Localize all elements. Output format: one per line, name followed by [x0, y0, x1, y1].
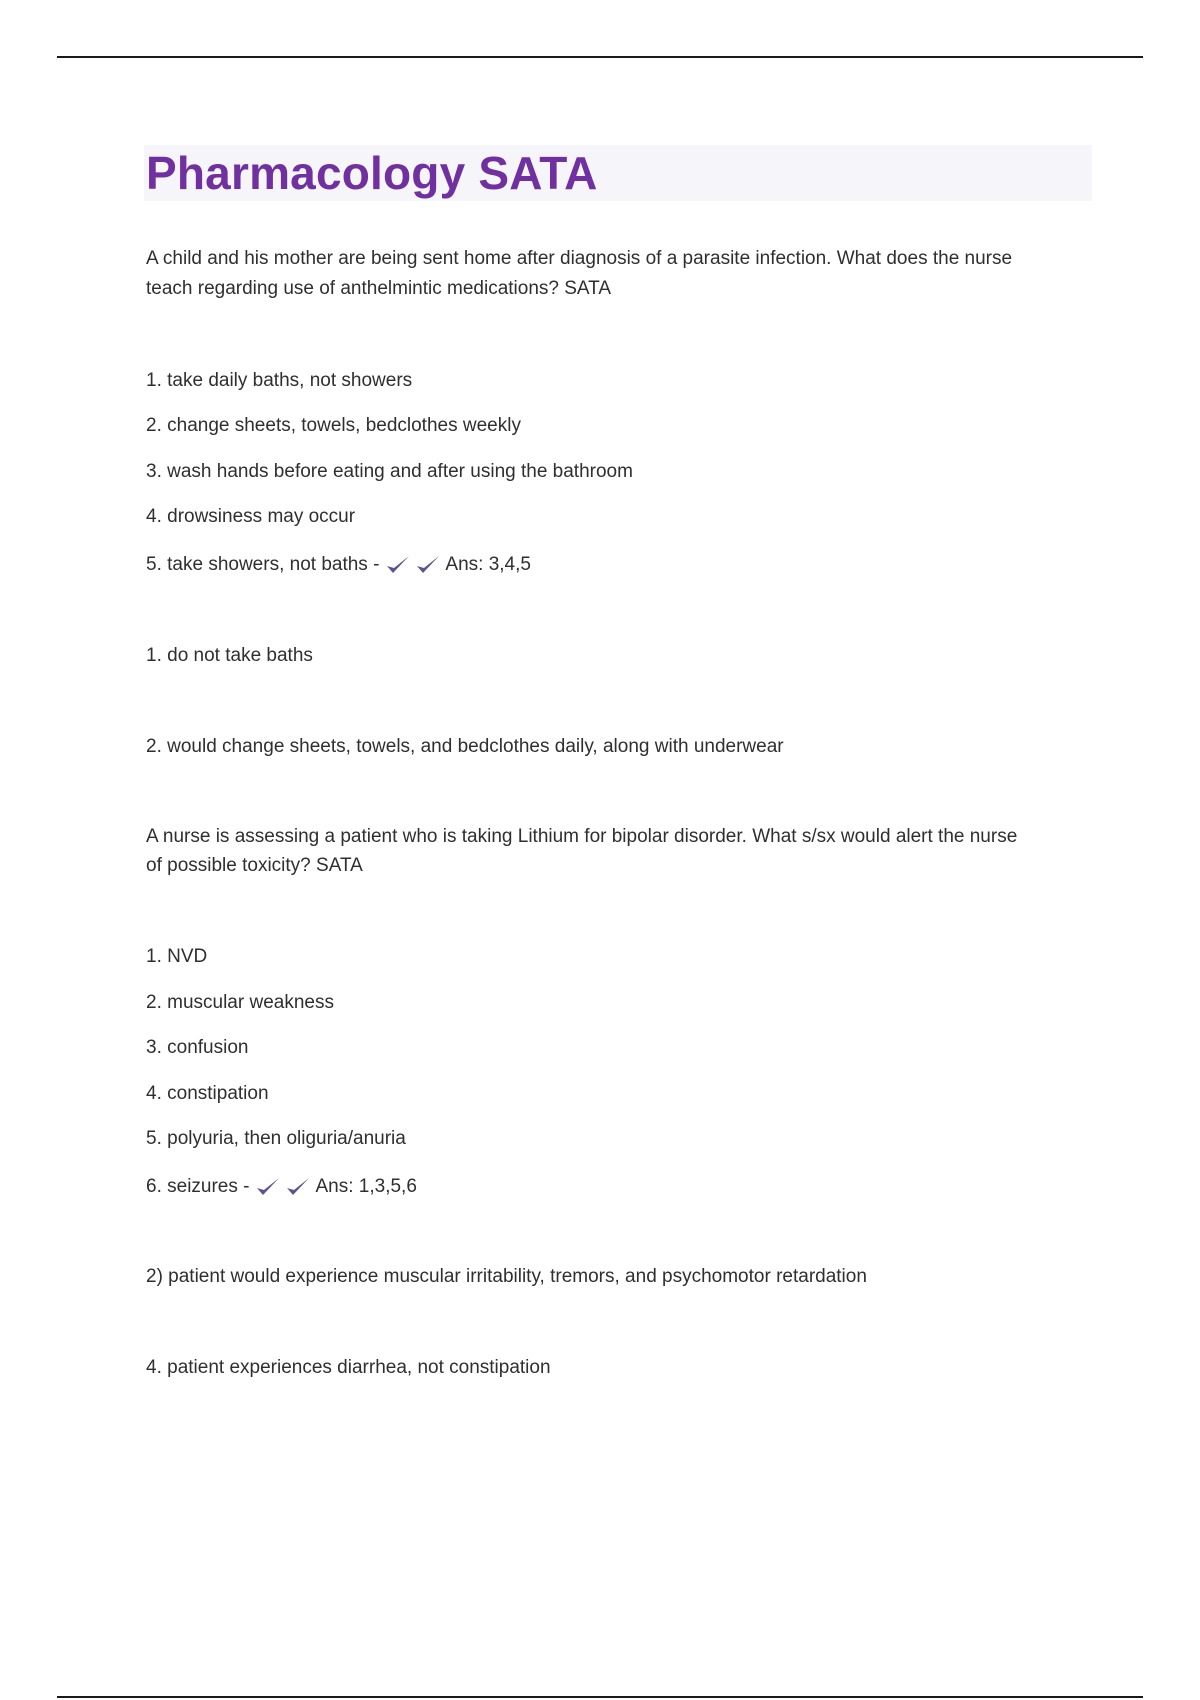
- question-1-option-2: 2. change sheets, towels, bedclothes weekly: [146, 415, 521, 436]
- page-title: Pharmacology SATA: [146, 147, 598, 199]
- check-icon: [385, 554, 411, 576]
- question-2-option-2: 2. muscular weakness: [146, 992, 334, 1013]
- question-2-stem-line-2: of possible toxicity? SATA: [146, 855, 363, 876]
- question-1-answer: Ans: 3,4,5: [445, 554, 531, 575]
- question-2-option-1: 1. NVD: [146, 946, 208, 967]
- question-2-option-3: 3. confusion: [146, 1037, 249, 1058]
- question-1-answer-line: [146, 550, 531, 580]
- question-1-rationale-1: 1. do not take baths: [146, 645, 313, 666]
- question-2-option-6: 6. seizures -: [146, 1176, 250, 1197]
- question-2-rationale-1: 2) patient would experience muscular irritability, tremors, and psychomotor retardation: [146, 1266, 867, 1287]
- check-icon: [415, 554, 441, 576]
- question-2-option-4: 4. constipation: [146, 1083, 269, 1104]
- check-icon: [285, 1176, 311, 1198]
- question-1-stem-line-1: A child and his mother are being sent home after diagnosis of a parasite infection. What does the nurse: [146, 248, 1013, 269]
- question-1-rationale-2: 2. would change sheets, towels, and bedclothes daily, along with underwear: [146, 736, 784, 757]
- bottom-rule: [57, 1696, 1143, 1698]
- question-2-rationale-2: 4. patient experiences diarrhea, not constipation: [146, 1357, 551, 1378]
- question-1-option-4: 4. drowsiness may occur: [146, 506, 356, 527]
- question-1-option-5: 5. take showers, not baths -: [146, 554, 380, 575]
- question-1-option-3: 3. wash hands before eating and after using the bathroom: [146, 461, 633, 482]
- question-1-option-1: 1. take daily baths, not showers: [146, 370, 413, 391]
- question-2-answer: Ans: 1,3,5,6: [315, 1176, 417, 1197]
- top-rule: [57, 56, 1143, 58]
- question-2-answer-line: [146, 1172, 417, 1202]
- question-2-option-5: 5. polyuria, then oliguria/anuria: [146, 1128, 406, 1149]
- question-1-stem-line-2: teach regarding use of anthelmintic medications? SATA: [146, 278, 612, 299]
- check-icon: [255, 1176, 281, 1198]
- question-2-stem-line-1: A nurse is assessing a patient who is taking Lithium for bipolar disorder. What s/sx would alert the nurse: [146, 826, 1018, 847]
